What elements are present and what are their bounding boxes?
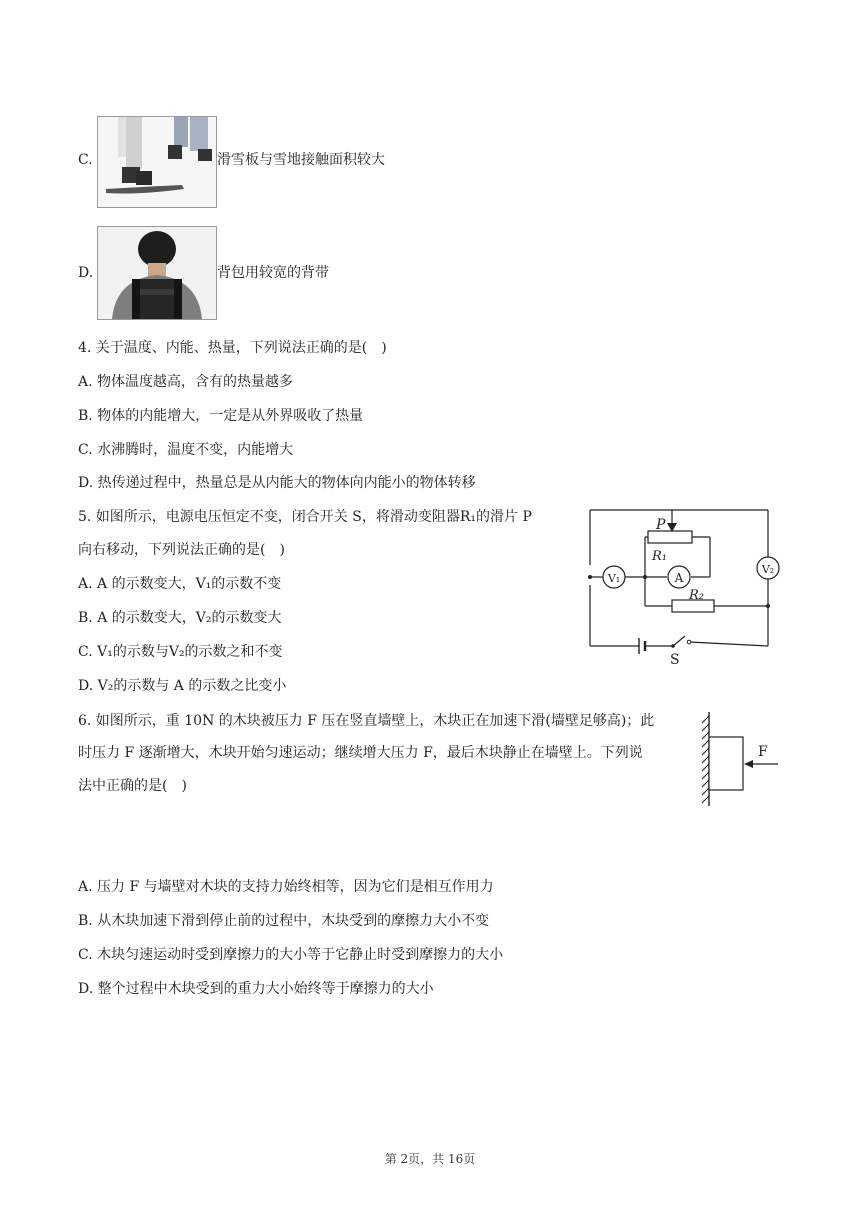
q6-stem-line3: 法中正确的是( )	[78, 778, 187, 794]
voltmeter-v2-label: V₂	[761, 563, 775, 576]
q4-option-a: A. 物体温度越高，含有的热量越多	[78, 374, 294, 390]
q4-option-d: D. 热传递过程中，热量总是从内能大的物体向内能小的物体转移	[78, 475, 476, 491]
q5-stem-line2: 向右移动，下列说法正确的是( )	[78, 542, 285, 558]
page-footer: 第 2页，共 16页	[384, 1152, 476, 1166]
backpack-photo	[97, 226, 217, 320]
q6-option-b: B. 从木块加速下滑到停止前的过程中，木块受到的摩擦力大小不变	[78, 913, 490, 929]
label-r2: R₂	[689, 588, 704, 603]
q3-option-d-text: 背包用较宽的背带	[217, 265, 329, 281]
q6-option-c: C. 木块匀速运动时受到摩擦力的大小等于它静止时受到摩擦力的大小	[78, 947, 504, 963]
q6-stem-line1: 6. 如图所示，重 10N 的木块被压力 F 压在竖直墙壁上，木块正在加速下滑(墙壁足够高)；此	[78, 713, 655, 729]
q6-option-d: D. 整个过程中木块受到的重力大小始终等于摩擦力的大小	[78, 981, 434, 997]
q5-option-b: B. A 的示数变大，V₂的示数变大	[78, 610, 282, 626]
q3-option-d-letter: D.	[78, 265, 94, 281]
wall-block-diagram	[698, 710, 786, 810]
q6-stem-line2: 时压力 F 逐渐增大，木块开始匀速运动；继续增大压力 F，最后木块静止在墙壁上。下列说	[78, 745, 643, 761]
q5-option-c: C. V₁的示数与V₂的示数之和不变	[78, 644, 283, 660]
q4-option-b: B. 物体的内能增大，一定是从外界吸收了热量	[78, 408, 364, 424]
q4-stem: 4. 关于温度、内能、热量，下列说法正确的是( )	[78, 340, 387, 356]
q6-option-a: A. 压力 F 与墙壁对木块的支持力始终相等，因为它们是相互作用力	[78, 879, 494, 895]
circuit-diagram	[585, 505, 785, 670]
force-label: F	[758, 744, 768, 760]
q5-option-d: D. V₂的示数与 A 的示数之比变小	[78, 678, 287, 694]
q4-option-c: C. 水沸腾时，温度不变，内能增大	[78, 442, 294, 458]
q5-option-a: A. A 的示数变大，V₁的示数不变	[78, 576, 282, 592]
q5-stem-line1: 5. 如图所示，电源电压恒定不变，闭合开关 S，将滑动变阻器R₁的滑片 P	[78, 509, 532, 525]
label-r1: R₁	[652, 549, 667, 564]
snowboard-photo	[97, 116, 217, 208]
q3-option-c-text: 滑雪板与雪地接触面积较大	[217, 152, 385, 168]
voltmeter-v1-label: V₁	[607, 572, 621, 585]
ammeter-label: A	[674, 571, 684, 585]
label-p: P	[656, 517, 666, 533]
q3-option-c-letter: C.	[78, 152, 93, 168]
switch-label: S	[670, 652, 680, 668]
